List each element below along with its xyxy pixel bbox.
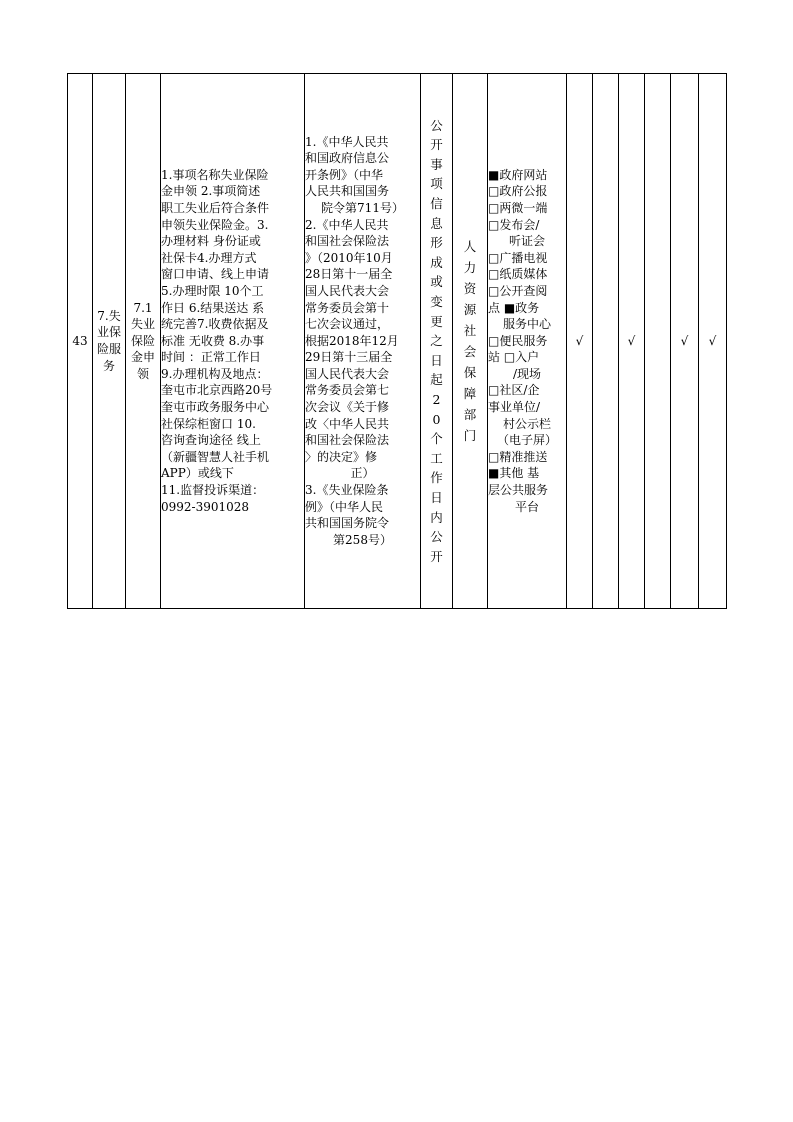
text-line: 国人民代表大会 <box>305 366 390 381</box>
disclosure-channels <box>488 167 566 515</box>
text-line: 开条例》（中华 <box>305 167 384 182</box>
text-line: 平台 <box>514 499 539 514</box>
text-line: 职工失业后符合条件 <box>161 200 270 215</box>
text-line: 统完善7.收费依据及 <box>161 317 269 332</box>
disclosure-time-limit: 公开事项信息形成或变更之日起20个工作日内公开 <box>430 117 443 564</box>
text-line: （电子屏） <box>496 433 557 448</box>
text-line: 根据2018年12月 <box>305 333 399 348</box>
text-line: 国人民代表大会 <box>305 283 390 298</box>
check-cell-4 <box>645 74 671 609</box>
text-line: 例》（中华人民 <box>305 499 384 514</box>
check-mark: √ <box>575 333 584 348</box>
text-line: 29日第十三届全 <box>305 350 393 365</box>
second-level-cell <box>126 74 161 609</box>
text-line: 和国社会保险法 <box>305 234 390 249</box>
text-line: 奎屯市政务服务中心 <box>161 400 270 415</box>
text-line: ■其他 基 <box>488 466 540 481</box>
text-line: 常务委员会第十 <box>305 300 390 315</box>
text-line: 28日第十一届全 <box>305 267 393 282</box>
text-line: 2.《中华人民共 <box>305 217 389 232</box>
text-line: 共和国国务院令 <box>305 516 390 531</box>
disclosure-basis <box>305 134 420 549</box>
department-cell <box>453 74 488 609</box>
table-row <box>68 74 727 609</box>
disclosure-content-cell <box>161 74 305 609</box>
check-mark: √ <box>627 333 636 348</box>
text-line: 村公示栏 <box>502 416 551 431</box>
first-level-item: 7.失业保险服务 <box>96 308 121 373</box>
text-line: 社保综柜窗口 10. <box>161 416 256 431</box>
text-line: ■政府网站 <box>488 167 548 182</box>
text-line: 作日 6.结果送达 系 <box>161 300 265 315</box>
disclosure-basis-cell <box>305 74 421 609</box>
text-line: 次会议《关于修 <box>305 400 390 415</box>
text-line: 》（2010年10月 <box>305 250 393 265</box>
second-level-item: 7.1失业保险金申领 <box>130 300 155 381</box>
text-line: 社保卡4.办理方式 <box>161 250 257 265</box>
check-cell-2 <box>593 74 619 609</box>
text-line: 办理材料 身份证或 <box>161 234 261 249</box>
text-line: 窗口申请、线上申请 <box>161 267 270 282</box>
text-line: □发布会/ <box>488 217 540 232</box>
check-cell-3 <box>619 74 645 609</box>
text-line: 常务委员会第七 <box>305 383 390 398</box>
text-line: 11.监督投诉渠道： <box>161 483 265 498</box>
text-line: □两微一端 <box>488 200 548 215</box>
text-line: 〉的决定》修 <box>305 449 378 464</box>
text-line: □精准推送 <box>488 449 548 464</box>
text-line: 金申领 2.事项简述 <box>161 184 261 199</box>
text-line: □纸质媒体 <box>488 267 548 282</box>
channel-cell <box>488 74 567 609</box>
text-line: 时间 ：正常工作日 <box>161 350 261 365</box>
text-line: /现场 <box>512 366 542 381</box>
text-line: □政府公报 <box>488 184 548 199</box>
check-mark: √ <box>708 333 717 348</box>
text-line: 1.《中华人民共 <box>305 134 389 149</box>
text-line: □广播电视 <box>488 250 548 265</box>
text-line: 人民共和国国务 <box>305 184 390 199</box>
check-cell-5 <box>671 74 699 609</box>
text-line: □便民服务 <box>488 333 548 348</box>
text-line: 3.《失业保险条 <box>305 483 389 498</box>
check-mark: √ <box>680 333 689 348</box>
text-line: 第258号） <box>333 532 392 547</box>
text-line: 1.事项名称失业保险 <box>161 167 269 182</box>
row-number: 43 <box>72 333 88 348</box>
row-number-cell <box>68 74 93 609</box>
text-line: 0992-3901028 <box>161 499 250 514</box>
text-line: 七次会议通过， <box>305 317 390 332</box>
text-line: 服务中心 <box>502 317 551 332</box>
first-level-cell <box>93 74 126 609</box>
text-line: □社区/企 <box>488 383 540 398</box>
text-line: 点 ■政务 <box>488 300 540 315</box>
text-line: 5.办理时限 10个工 <box>161 283 264 298</box>
check-cell-1 <box>567 74 593 609</box>
text-line: 奎屯市北京西路20号 <box>161 383 273 398</box>
text-line: 层公共服务 <box>488 483 549 498</box>
text-line: 院令第711号） <box>321 200 404 215</box>
text-line: 标准 无收费 8.办事 <box>161 333 265 348</box>
disclosure-table <box>67 73 727 609</box>
text-line: □公开查阅 <box>488 283 548 298</box>
text-line: 改〈中华人民共 <box>305 416 390 431</box>
check-cell-6 <box>699 74 727 609</box>
text-line: 事业单位/ <box>488 400 541 415</box>
disclosure-content <box>161 167 304 515</box>
text-line: 听证会 <box>508 234 545 249</box>
text-line: 咨询查询途径 线上 <box>161 433 261 448</box>
disclosure-department: 人力资源社会保障部门 <box>463 239 477 443</box>
text-line: 和国政府信息公 <box>305 151 390 166</box>
text-line: 站 □入户 <box>488 350 540 365</box>
text-line: 和国社会保险法 <box>305 433 390 448</box>
text-line: （新疆智慧人社手机 <box>161 449 270 464</box>
text-line: APP）或线下 <box>161 466 234 481</box>
text-line: 正） <box>350 466 375 481</box>
text-line: 申领失业保险金。3. <box>161 217 269 232</box>
time-limit-cell <box>421 74 453 609</box>
text-line: 9.办理机构及地点： <box>161 366 269 381</box>
